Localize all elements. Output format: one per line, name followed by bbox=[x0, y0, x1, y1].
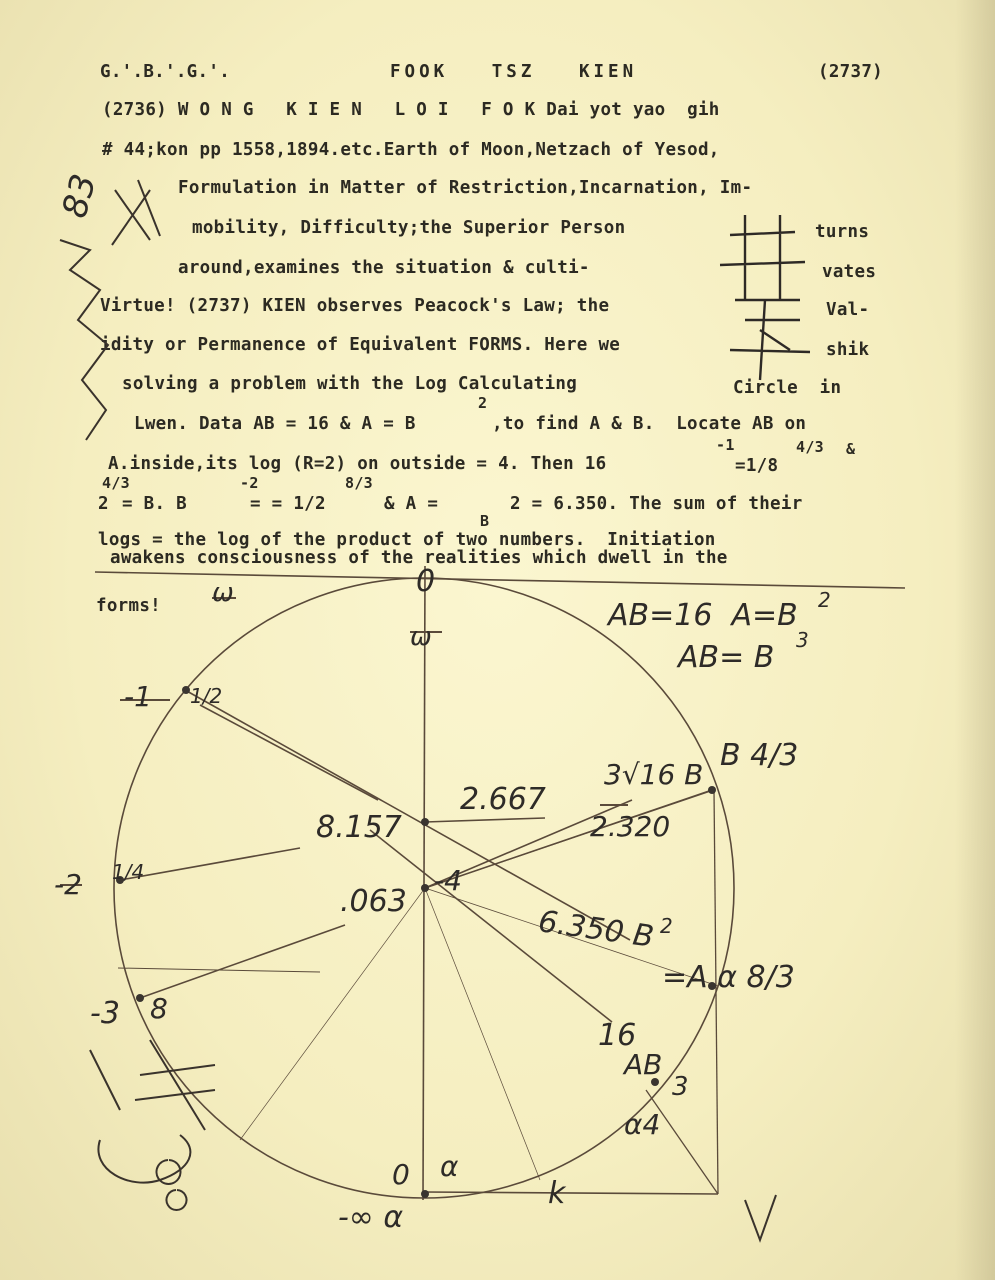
value-2667: 2.667 bbox=[460, 782, 546, 817]
chinese-glyph-icon bbox=[720, 215, 810, 380]
value-6350: 6.350 B bbox=[536, 904, 656, 955]
label-minus-3: -3 bbox=[90, 996, 120, 1031]
value-2320: 2.320 bbox=[590, 810, 671, 843]
bottom-infinity: -∞ α bbox=[338, 1200, 404, 1235]
equation-exponent: 3 bbox=[796, 628, 809, 652]
body-line: solving a problem with the Log Calculating bbox=[122, 374, 578, 394]
label-minus-2: -2 bbox=[54, 868, 82, 901]
body-line: turns bbox=[815, 222, 870, 242]
cube-root-label: 3√16 B bbox=[604, 758, 704, 791]
base-line bbox=[425, 1192, 718, 1194]
superscript: 4/3 bbox=[102, 474, 130, 492]
superscript: 2 bbox=[478, 394, 488, 412]
body-line: shik bbox=[826, 340, 870, 360]
header-number: (2737) bbox=[818, 62, 884, 82]
label-ab: AB bbox=[624, 1048, 663, 1081]
equation-exponent: 2 bbox=[818, 588, 831, 612]
body-line: Virtue! (2737) KIEN observes Peacock's Law; the bbox=[100, 296, 610, 316]
body-line: Lwen. Data AB = 16 & A = B bbox=[134, 414, 416, 434]
label-a-alpha: =A α 8/3 bbox=[662, 960, 795, 995]
bottom-zero: 0 bbox=[392, 1158, 410, 1191]
superscript: & bbox=[846, 440, 856, 458]
circle-top-omega: ω bbox=[410, 622, 432, 652]
body-line: & A = bbox=[384, 494, 439, 514]
body-line: = = 1/2 bbox=[250, 494, 326, 514]
body-line: = B. B bbox=[122, 494, 188, 514]
header-left: G.'.B.'.G.'. bbox=[100, 62, 231, 82]
equation-ab: AB=16 A=B bbox=[608, 598, 798, 633]
ray bbox=[140, 925, 345, 998]
body-line: 2 = 6.350. The sum of their bbox=[510, 494, 803, 514]
body-line: vates bbox=[822, 262, 877, 282]
superscript: -1 bbox=[716, 436, 735, 454]
label-eight: 8 bbox=[150, 992, 168, 1025]
ray bbox=[185, 690, 630, 940]
ray bbox=[200, 705, 378, 800]
body-line: A.inside,its log (R=2) on outside = 4. Then 16 bbox=[108, 454, 607, 474]
body-line: forms! bbox=[96, 596, 162, 616]
b-squared-exp: 2 bbox=[660, 914, 673, 938]
body-line: mobility, Difficulty;the Superior Person bbox=[192, 218, 626, 238]
body-line: ,to find A & B. Locate AB on bbox=[492, 414, 807, 434]
margin-number: 83 bbox=[54, 169, 105, 223]
circle-top-zero: 0 bbox=[416, 564, 436, 599]
superscript: -2 bbox=[240, 474, 259, 492]
body-line: awakens consciousness of the realities which dwell in the bbox=[110, 548, 728, 568]
page-title: FOOK TSZ KIEN bbox=[390, 62, 638, 82]
label-b-4-3: B 4/3 bbox=[720, 738, 799, 773]
body-line: Val- bbox=[826, 300, 870, 320]
body-line: Formulation in Matter of Restriction,Incarnation, Im- bbox=[178, 178, 753, 198]
ray bbox=[120, 848, 300, 880]
value-minus-4: -4 bbox=[434, 864, 462, 897]
body-line: =1/8 bbox=[735, 456, 779, 476]
body-line: # 44;kon pp 1558,1894.etc.Earth of Moon,Netzach of Yesod, bbox=[102, 140, 720, 160]
label-quarter: 1/4 bbox=[112, 860, 145, 884]
ray bbox=[425, 818, 545, 822]
label-alpha-4: α4 bbox=[624, 1108, 661, 1141]
equation-ab-b3: AB= B bbox=[678, 640, 775, 675]
label-16: 16 bbox=[598, 1018, 637, 1053]
superscript: 8/3 bbox=[345, 474, 373, 492]
vertical-axis bbox=[423, 566, 425, 1200]
bottom-alpha: α bbox=[440, 1150, 459, 1183]
label-half: 1/2 bbox=[190, 684, 223, 708]
body-line: (2736) W O N G K I E N L O I F O K Dai yot yao gih bbox=[102, 100, 720, 120]
value-063: .063 bbox=[340, 884, 407, 919]
superscript: 4/3 bbox=[796, 438, 824, 456]
body-line: around,examines the situation & culti- bbox=[178, 258, 590, 278]
margin-sketch-icon bbox=[60, 180, 779, 1240]
value-8157: 8.157 bbox=[316, 810, 402, 845]
subscript: B bbox=[480, 512, 490, 530]
body-line: 2 bbox=[98, 494, 109, 514]
body-line: idity or Permanence of Equivalent FORMS. Here we bbox=[100, 335, 621, 355]
body-line: logs = the log of the product of two numbers. Initiation bbox=[98, 530, 716, 550]
label-k: k bbox=[548, 1176, 566, 1211]
label-three: 3 bbox=[672, 1072, 689, 1102]
body-line: Circle in bbox=[733, 378, 842, 398]
label-minus-1: -1 bbox=[124, 680, 152, 713]
omega-mark: ω bbox=[212, 578, 234, 608]
